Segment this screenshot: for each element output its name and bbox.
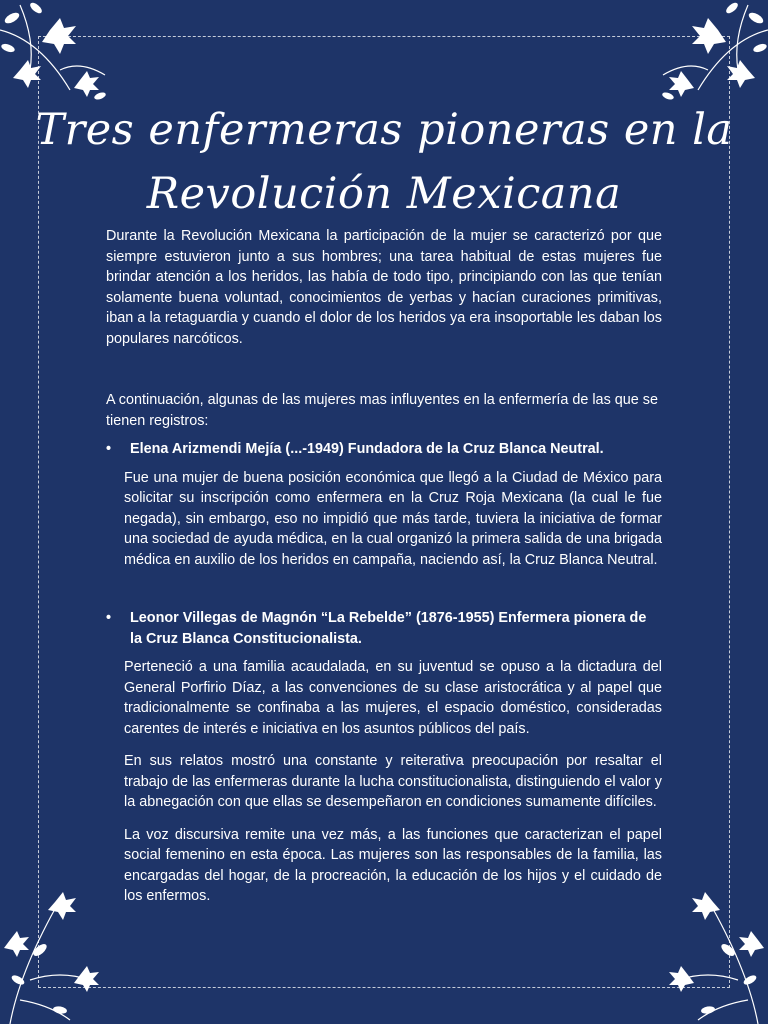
- flower-corner-bottom-left-icon: [0, 880, 120, 1024]
- intro-paragraph: Durante la Revolución Mexicana la participación de la mujer se caracterizó por que siempre estuvieron junto a sus hombres; una tarea habitual de estas mujeres fue brindar atención a los heridos, las había de todo tipo, principiando con las que tenían solamente buena voluntad, conocimientos de yerbas y hacían curaciones primitivas, iban a la retaguardia y cuando el dolor de los heridos ya era insoportable les daban los populares narcóticos.: [106, 228, 662, 347]
- entry-elena: [106, 439, 662, 570]
- title-line-1: Tres enfermeras pioneras en la: [35, 105, 733, 155]
- entry-leonor: [106, 608, 662, 907]
- entry-paragraph: Fue una mujer de buena posición económica que llegó a la Ciudad de México para solicitar su inscripción como enfermera en la Cruz Roja Mexicana (la cual le fue negada), sin embargo, eso no impidió que más tarde, tuviera la iniciativa de formar una sociedad de ayuda médica, en la cual organizó la primera salida de una brigada médica en auxilio de los heridos en campaña, naciendo así, la Cruz Blanca Neutral.: [124, 469, 662, 568]
- lead-paragraph: A continuación, algunas de las mujeres mas influyentes en la enfermería de las que se tienen registros:: [106, 392, 658, 429]
- entry-paragraph: La voz discursiva remite una vez más, a las funciones que caracterizan el papel social femenino en esta época. Las mujeres son las responsables de la familia, las encargadas del hogar, de la procreación, la educación de los hijos y el cuidado de los enfermos.: [124, 826, 662, 904]
- flower-corner-bottom-right-icon: [648, 880, 768, 1024]
- bullet-icon: •: [106, 610, 112, 626]
- entry-heading-text: Leonor Villegas de Magnón “La Rebelde” (1876-1955) Enfermera pionera de la Cruz Blanca Constitucionalista.: [130, 610, 647, 647]
- title-line-2: Revolución Mexicana: [146, 169, 622, 219]
- page-title: [0, 98, 768, 226]
- entry-heading-text: Elena Arizmendi Mejía (...-1949) Fundadora de la Cruz Blanca Neutral.: [130, 441, 604, 457]
- entry-heading: [106, 608, 662, 649]
- bullet-icon: •: [106, 441, 112, 457]
- document-body: [106, 226, 662, 919]
- entry-paragraph: Perteneció a una familia acaudalada, en su juventud se opuso a la dictadura del General Porfirio Díaz, a las convenciones de su clase aristocrática y al papel que tradicionalmente se confinaba a las mujeres, el espacio doméstico, consideradas carentes de interés e iniciativa en los asuntos públicos del país.: [124, 659, 662, 737]
- entry-heading: [106, 439, 662, 460]
- entry-paragraph: En sus relatos mostró una constante y reiterativa preocupación por resaltar el trabajo de las enfermeras durante la lucha constitucionalista, distinguiendo el valor y la abnegación con que ellas se desempeñaron en condiciones sumamente difíciles.: [124, 753, 662, 810]
